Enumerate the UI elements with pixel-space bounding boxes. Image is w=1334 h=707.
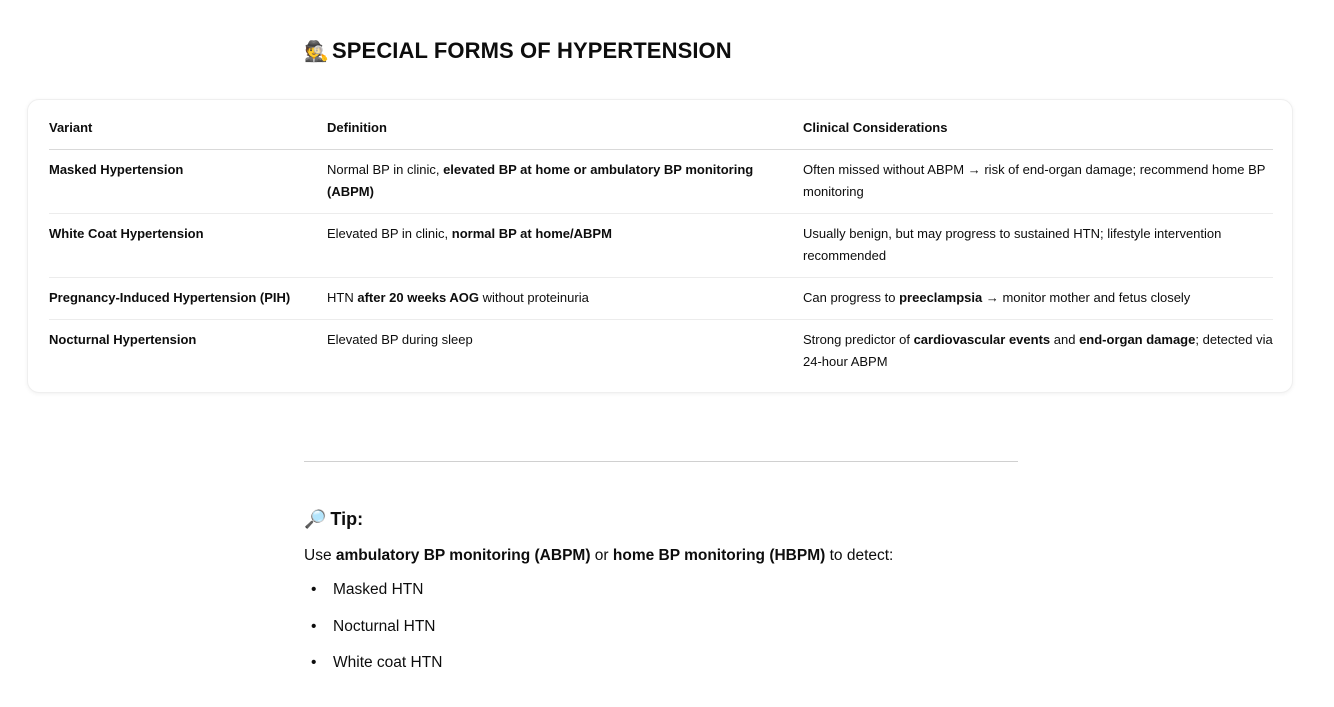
variant-cell: Nocturnal Hypertension xyxy=(49,332,197,347)
text-run: to detect: xyxy=(825,547,894,564)
list-item-text: White coat HTN xyxy=(333,654,443,671)
magnifier-icon: 🔎 xyxy=(304,509,327,530)
header-definition: Definition xyxy=(327,110,803,150)
table-header-row xyxy=(49,110,1273,150)
table-row xyxy=(49,150,1273,214)
text-run: Normal BP in clinic, xyxy=(327,162,444,177)
variant-cell: Pregnancy-Induced Hypertension (PIH) xyxy=(49,278,327,320)
bold-text: elevated BP at home or ambulatory BP monitoring (ABPM) xyxy=(327,162,754,199)
bold-text: cardiovascular events xyxy=(913,332,1051,347)
bold-text: ambulatory BP monitoring (ABPM) xyxy=(335,547,591,564)
text-run: → monitor mother and fetus closely xyxy=(982,290,1191,305)
text-run: and xyxy=(1050,332,1080,347)
considerations-cell xyxy=(803,320,1273,384)
tip-heading-text: Tip: xyxy=(330,509,364,529)
table-row xyxy=(49,278,1273,320)
list-item xyxy=(304,615,442,652)
table-row xyxy=(49,320,1273,384)
text-run: without proteinuria xyxy=(478,290,589,305)
bullet-icon: • xyxy=(311,617,317,635)
list-item xyxy=(304,651,442,688)
tip-heading xyxy=(304,509,363,530)
bold-text: normal BP at home/ABPM xyxy=(451,226,612,241)
text-run: Elevated BP during sleep xyxy=(327,332,473,347)
considerations-cell xyxy=(803,278,1273,320)
table-body xyxy=(49,150,1273,384)
text-run: ; detected via 24-hour ABPM xyxy=(803,332,1273,369)
text-run: or xyxy=(590,547,613,564)
detective-icon: 🕵 xyxy=(304,39,330,63)
definition-cell xyxy=(327,278,803,320)
variant-cell: White Coat Hypertension xyxy=(49,214,327,278)
header-considerations: Clinical Considerations xyxy=(803,110,1273,150)
text-run: Often missed without ABPM → risk of end-organ damage; recommend home BP monitoring xyxy=(803,162,1266,199)
bold-text: after 20 weeks AOG xyxy=(357,290,479,305)
table-card xyxy=(27,99,1293,393)
text-run: Can progress to xyxy=(803,290,900,305)
table-row xyxy=(49,214,1273,278)
text-run: Strong predictor of xyxy=(803,332,914,347)
horizontal-divider xyxy=(304,461,1018,462)
list-item-text: Masked HTN xyxy=(333,581,424,598)
bullet-icon: • xyxy=(311,654,317,671)
list-item xyxy=(304,578,442,615)
definition-cell xyxy=(327,214,803,278)
considerations-cell xyxy=(803,150,1273,214)
text-run: Usually benign, but may progress to sustained HTN; lifestyle intervention recommended xyxy=(803,226,1222,263)
tip-text xyxy=(304,547,893,565)
bullet-icon: • xyxy=(311,581,317,598)
header-variant: Variant xyxy=(49,110,327,150)
text-run: HTN xyxy=(327,290,358,305)
definition-cell xyxy=(327,320,803,384)
variant-cell: Masked Hypertension xyxy=(49,150,327,214)
page-heading xyxy=(304,38,732,64)
hypertension-table xyxy=(49,110,1273,383)
tip-list xyxy=(304,578,442,688)
considerations-cell xyxy=(803,214,1273,278)
text-run: Use xyxy=(304,547,336,564)
bold-text: home BP monitoring (HBPM) xyxy=(612,547,826,564)
bold-text: end-organ damage xyxy=(1079,332,1196,347)
text-run: Elevated BP in clinic, xyxy=(327,226,452,241)
list-item-text: Nocturnal HTN xyxy=(333,617,436,635)
bold-text: preeclampsia xyxy=(899,290,983,305)
definition-cell xyxy=(327,150,803,214)
heading-text: SPECIAL FORMS OF HYPERTENSION xyxy=(332,38,732,63)
